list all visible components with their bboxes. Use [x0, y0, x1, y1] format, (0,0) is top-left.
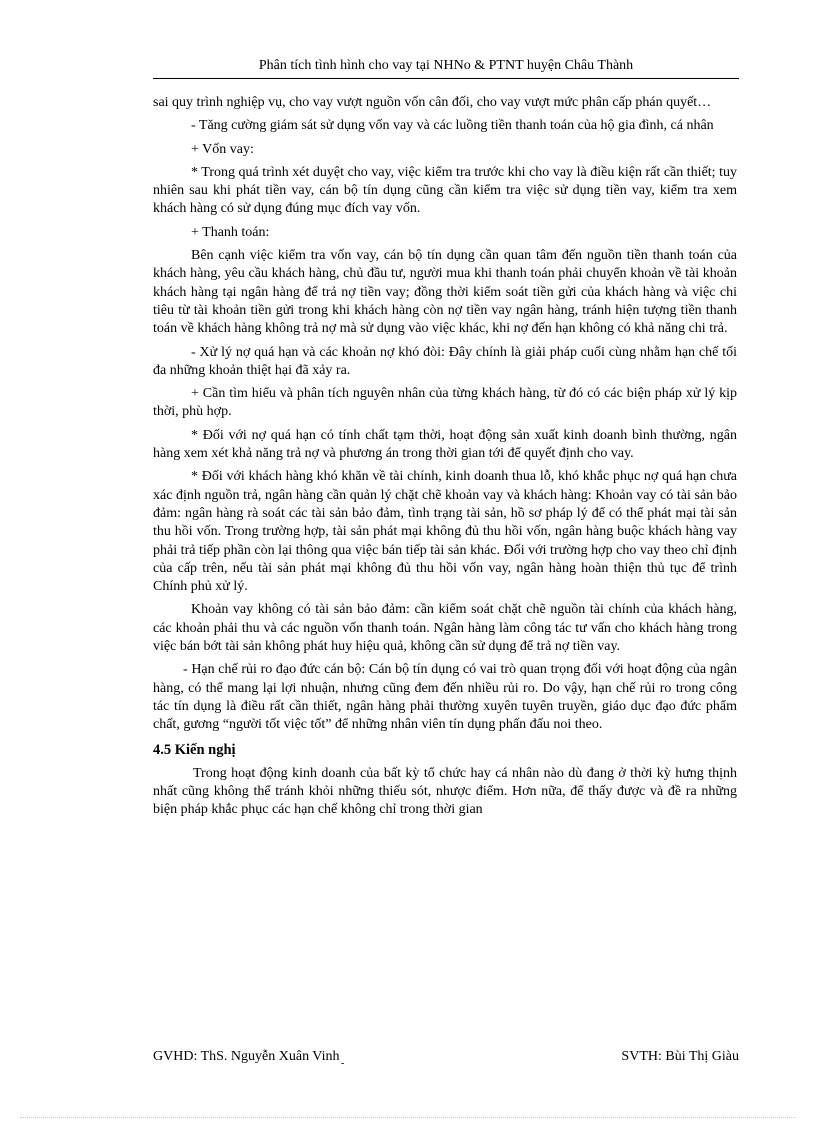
paragraph: Khoản vay không có tài sản bảo đảm: cần kiểm soát chặt chẽ nguồn tài chính của khách hàng, các khoản phải thu và các nguồn vốn thanh toán. Ngân hàng làm công tác tư vấn cho khách hàng trong việc bán bớt tài sản không phát huy hiệu quả, không cần sử dụng để trả nợ tiền vay.	[153, 602, 737, 655]
paragraph: + Cần tìm hiểu và phân tích nguyên nhân của từng khách hàng, từ đó có các biện pháp xử lý kịp thời, phù hợp.	[153, 386, 737, 420]
paragraph: - Xử lý nợ quá hạn và các khoản nợ khó đòi: Đây chính là giải pháp cuối cùng nhằm hạn chế tối đa những khoản thiệt hại đã xảy ra.	[153, 344, 737, 378]
paragraph: * Trong quá trình xét duyệt cho vay, việc kiểm tra trước khi cho vay là điều kiện rất cần thiết; tuy nhiên sau khi phát tiền vay, cán bộ tín dụng cũng cần kiểm tra việc sử dụng tiền vay, kiểm tra xem khách hàng có sử dụng đúng mục đích vay vốn.	[153, 164, 737, 217]
paragraph: + Thanh toán:	[191, 224, 270, 240]
footer-student: SVTH: Bùi Thị Giàu	[621, 1049, 739, 1064]
section-heading: 4.5 Kiến nghị	[153, 741, 236, 758]
footer-advisor: GVHD: ThS. Nguyễn Xuân Vinh	[153, 1049, 340, 1064]
paragraph: - Hạn chế rủi ro đạo đức cán bộ: Cán bộ tín dụng có vai trò quan trọng đối với hoạt động của ngân hàng, có thể mang lại lợi nhuận, nhưng cũng đem đến nhiều rủi ro. Do vậy, hạn chế rủi ro trong công tác tín dụng là điều rất cần thiết, ngân hàng phải thường xuyên tuyên truyền, giáo dục đạo đức phẩm chất, gương “người tốt việc tốt” để những nhân viên tín dụng phấn đấu noi theo.	[153, 662, 737, 733]
paragraph: Bên cạnh việc kiểm tra vốn vay, cán bộ tín dụng cần quan tâm đến nguồn tiền thanh toán của khách hàng, yêu cầu khách hàng, chủ đầu tư, người mua khi thanh toán phải chuyển khoản về tài khoản khách hàng tại ngân hàng để trả nợ tiền vay; đồng thời kiểm soát tiền gửi của khách hàng và việc chi tiêu từ tài khoản tiền gửi trong khi khách hàng còn nợ tiền vay ngân hàng, tránh hiện tượng tiền thanh toán về khách hàng không trả nợ mà sử dụng vào việc khác, khi nợ đến hạn không có khả năng chi trả.	[153, 248, 737, 337]
running-header: Phân tích tình hình cho vay tại NHNo & PTNT huyện Châu Thành	[258, 58, 634, 73]
paragraph: Trong hoạt động kinh doanh của bất kỳ tổ chức hay cá nhân nào dù đang ở thời kỳ hưng thịnh nhất cũng không thể tránh khỏi những thiếu sót, nhược điểm. Hơn nữa, để thấy được và đề ra những biện pháp khắc phục các hạn chế không chỉ trong thời gian	[153, 765, 737, 818]
page-number: -	[341, 1058, 345, 1069]
header-divider	[153, 78, 739, 79]
page-body	[153, 94, 737, 825]
paragraph: * Đối với nợ quá hạn có tính chất tạm thời, hoạt động sản xuất kinh doanh bình thường, ngân hàng xem xét khả năng trả nợ và phương án trong thời gian tới để quyết định cho vay.	[153, 427, 737, 462]
paragraph: * Đối với khách hàng khó khăn về tài chính, kinh doanh thua lỗ, khó khắc phục nợ quá hạn chưa xác định nguồn trả, ngân hàng cần quản lý chặt chẽ khoản vay và khách hàng: Khoản vay có tài sản bảo đảm: ngân hàng rà soát các tài sản bảo đảm, tình trạng tài sản, hồ sơ pháp lý để có thể phát mại tài sản thu hồi vốn. Trong trường hợp, tài sản phát mại không đủ thu hồi vốn, ngân hàng buộc khách hàng vay phải trả tiếp phần còn lại thông qua việc bán tiếp tài sản khác. Đối với trường hợp cho vay theo chỉ định của cấp trên, nếu tài sản phát mại không đủ thu hồi vốn vay, ngân hàng hoàn thiện thủ tục để trình Chính phủ xử lý.	[153, 469, 737, 595]
paragraph: - Tăng cường giám sát sử dụng vốn vay và các luồng tiền thanh toán của hộ gia đình, cá nhân	[191, 118, 714, 134]
paragraph: + Vốn vay:	[191, 141, 254, 157]
paragraph: sai quy trình nghiệp vụ, cho vay vượt nguồn vốn cân đối, cho vay vượt mức phân cấp phán quyết…	[153, 95, 712, 110]
page-bottom-border	[20, 1117, 796, 1118]
